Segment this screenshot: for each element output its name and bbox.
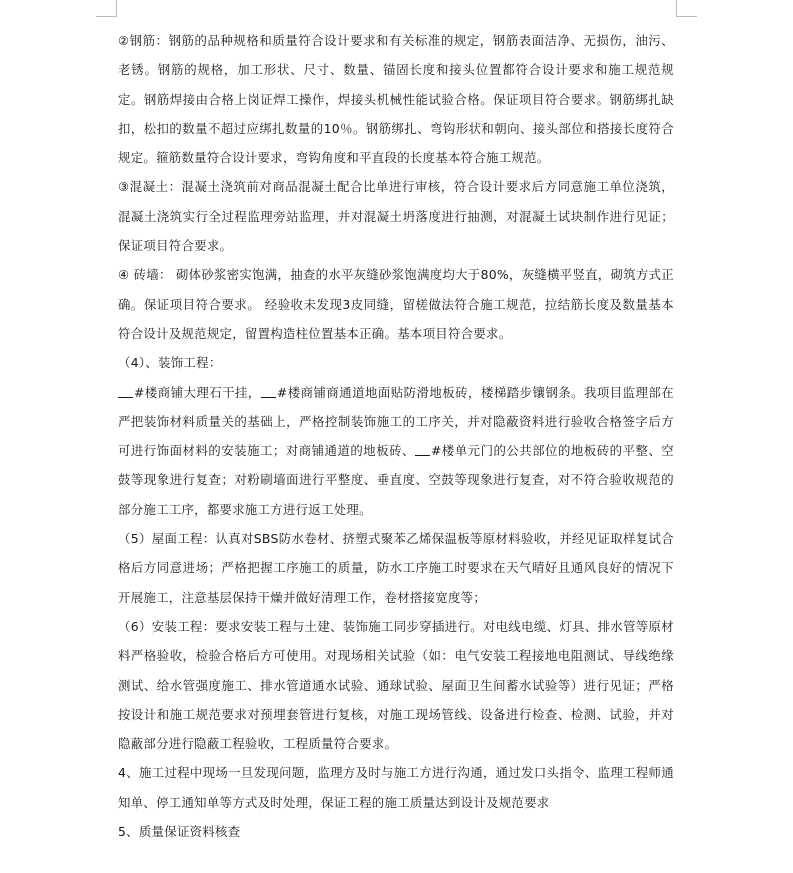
document-body: [118, 26, 674, 846]
heading-decoration: （4）、装饰工程：: [118, 355, 222, 371]
decoration-text-1: #楼商铺大理石干挂，: [134, 384, 261, 400]
page-corner-mark-top-right: [676, 0, 697, 17]
blank-underline: [118, 385, 133, 398]
paragraph-decoration: [118, 378, 674, 524]
paragraph-installation: （6）安装工程：要求安装工程与土建、装饰施工同步穿插进行。对电线电缆、灯具、排水管等原材料严格验收，检验合格后方可使用。对现场相关试验（如：电气安装工程接地电阻测试、导线绝缘测试、给水管强度施工、排水管道通水试验、通球试验、屋面卫生间蓄水试验等）进行见证；严格按设计和施工规范要求对预埋套管进行复核，对施工现场管线、设备进行检查、检测、试验，并对隐蔽部分进行隐蔽工程验收，工程质量符合要求。: [118, 618, 674, 752]
blank-underline: [261, 385, 276, 398]
decoration-text-3: #楼单元门的公共部位的地板砖的平整、空鼓等现象进行复查；对粉刷墙面进行平整度、垂直度、空鼓等现象进行复查，对不符合验收规范的部分施工工序，都要求施工方进行返工处理。: [118, 443, 674, 517]
paragraph-concrete: ③混凝土：混凝土浇筑前对商品混凝土配合比单进行审核，符合设计要求后方同意施工单位浇筑，混凝土浇筑实行全过程监理旁站监理，并对混凝土坍落度进行抽测，对混凝土试块制作进行见证；保证项目符合要求。: [118, 179, 674, 254]
decoration-text-2: #楼商铺商通道地面贴防滑地板砖，楼梯踏步镶钢条。我项目监理部在严把装饰材料质量关的基础上，严格控制装饰施工的工序关，并对隐蔽资料进行验收合格签字后方可进行饰面材料的安装施工；对商铺通道的地板砖、: [118, 384, 674, 459]
page-corner-mark-top-left: [96, 0, 117, 17]
paragraph-site-issues: 4、施工过程中现场一旦发现问题，监理方及时与施工方进行沟通，通过发口头指令、监理工程师通知单、停工通知单等方式及时处理，保证工程的施工质量达到设计及规范要求: [118, 765, 674, 810]
paragraph-masonry: ④ 砖墙： 砌体砂浆密实饱满，抽查的水平灰缝砂浆饱满度均大于80%，灰缝横平竖直，砌筑方式正确。保证项目符合要求。 经验收未发现3皮同缝，留槎做法符合施工规范，拉结筋长度及数量基本符合设计及规范规定，留置构造柱位置基本正确。基本项目符合要求。: [118, 267, 674, 341]
blank-underline: [415, 443, 430, 456]
paragraph-rebar: ②钢筋：钢筋的品种规格和质量符合设计要求和有关标准的规定，钢筋表面洁净、无损伤，油污、老锈。钢筋的规格，加工形状、尺寸、数量、锚固长度和接头位置都符合设计要求和施工规范规定。钢筋焊接由合格上岗证焊工操作，焊接头机械性能试验合格。保证项目符合要求。钢筋绑扎缺扣，松扣的数量不超过应绑扎数量的10％。钢筋绑扎、弯钩形状和朝向、接头部位和搭接长度符合规定。箍筋数量符合设计要求，弯钩角度和平直段的长度基本符合施工规范。: [118, 33, 674, 166]
heading-qa-check: 5、质量保证资料核查: [118, 824, 241, 840]
paragraph-roofing: （5）屋面工程：认真对SBS防水卷材、挤塑式聚苯乙烯保温板等原材料验收，并经见证取样复试合格后方同意进场；严格把握工序施工的质量，防水工序施工时要求在天气晴好且通风良好的情况下开展施工，注意基层保持干燥并做好清理工作，卷材搭接宽度等；: [118, 531, 674, 605]
